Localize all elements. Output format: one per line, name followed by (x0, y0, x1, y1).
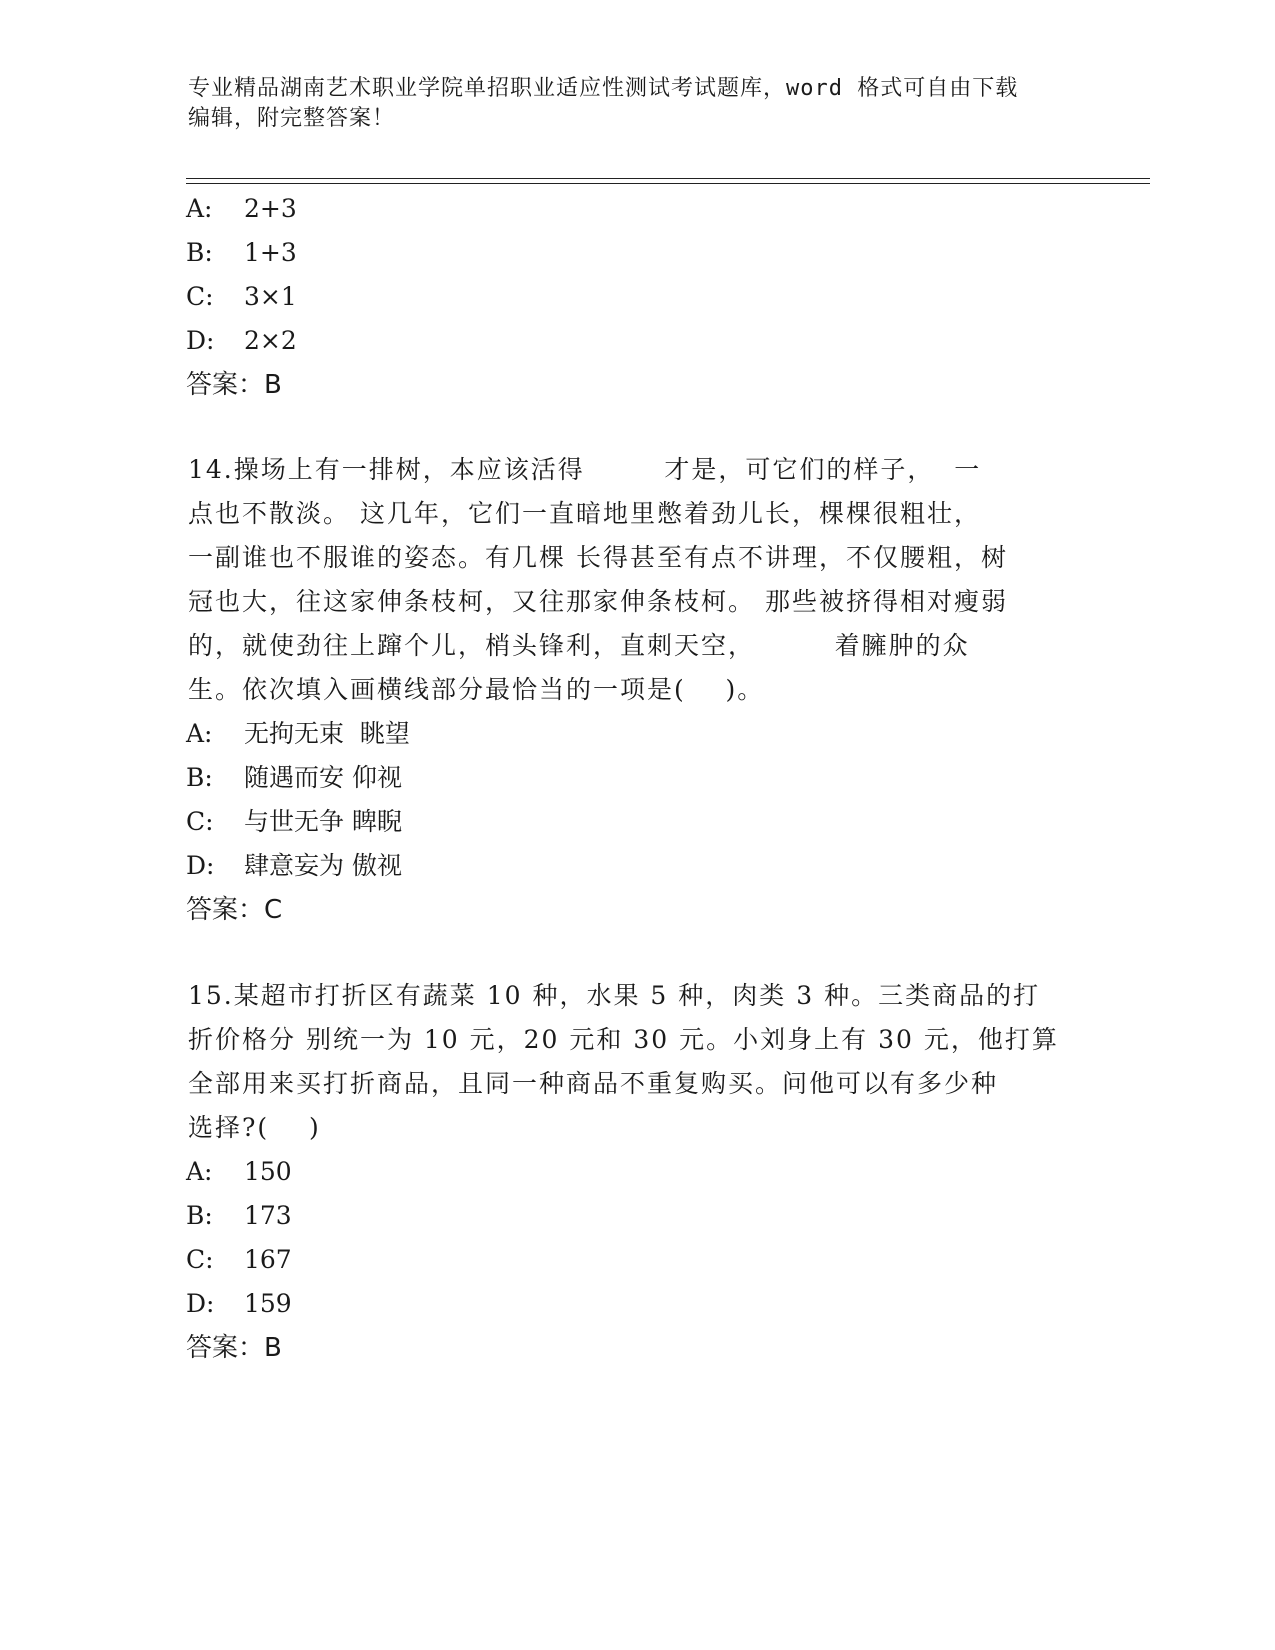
option-text: 肆意妄为 傲视 (244, 851, 402, 880)
q14-stem-line-1: 14.操场上有一排树，本应该活得 才是，可它们的样子， 一 (188, 455, 982, 484)
option-text: 2×2 (244, 326, 297, 355)
option-text: 150 (244, 1157, 292, 1186)
q14-stem-line-4: 冠也大，往这家伸条枝柯，又往那家伸条枝柯。 那些被挤得相对瘦弱 (188, 587, 1008, 616)
q15-stem-line-2: 折价格分 别统一为 10 元，20 元和 30 元。小刘身上有 30 元，他打算 (188, 1025, 1059, 1054)
q15-stem-line-3: 全部用来买打折商品，且同一种商品不重复购买。问他可以有多少种 (188, 1069, 999, 1098)
option-label: C: (186, 282, 214, 311)
option-text: 无拘无束 眺望 (244, 719, 410, 748)
option-text: 随遇而安 仰视 (244, 763, 402, 792)
q15-stem-line-4: 选择?( ) (188, 1113, 321, 1142)
header-divider-top (186, 178, 1150, 179)
q14-option-d (186, 851, 402, 881)
q14-answer: 答案：C (186, 895, 283, 925)
option-text: 159 (244, 1289, 292, 1318)
option-label: C: (186, 1245, 214, 1274)
header-divider-bottom (186, 183, 1150, 184)
q14-option-c (186, 807, 402, 837)
q13-option-d (186, 326, 297, 356)
q15-option-c (186, 1245, 292, 1275)
q14-option-a (186, 719, 410, 749)
option-label: A: (186, 719, 213, 748)
q13-answer: 答案：B (186, 370, 282, 400)
option-label: C: (186, 807, 214, 836)
q15-option-d (186, 1289, 292, 1319)
option-text: 173 (244, 1201, 292, 1230)
option-label: B: (186, 763, 213, 792)
q14-stem-line-6: 生。依次填入画横线部分最恰当的一项是( )。 (188, 675, 765, 704)
q15-answer: 答案：B (186, 1333, 282, 1363)
header-line-2: 编辑，附完整答案！ (188, 106, 396, 131)
document-header (188, 74, 1068, 134)
q15-stem-line-1: 15.某超市打折区有蔬菜 10 种，水果 5 种，肉类 3 种。三类商品的打 (188, 981, 1041, 1010)
q15-option-b (186, 1201, 292, 1231)
option-text: 167 (244, 1245, 292, 1274)
option-label: A: (186, 194, 213, 223)
option-label: B: (186, 1201, 213, 1230)
header-line-1: 专业精品湖南艺术职业学院单招职业适应性测试考试题库，word 格式可自由下载 (188, 76, 1019, 101)
q14-stem-line-5: 的，就使劲往上蹿个儿，梢头锋利，直刺天空， 着臃肿的众 (188, 631, 970, 660)
option-text: 2+3 (244, 194, 297, 223)
option-text: 1+3 (244, 238, 297, 267)
option-text: 与世无争 睥睨 (244, 807, 402, 836)
option-label: D: (186, 851, 215, 880)
q13-option-c (186, 282, 297, 312)
option-label: D: (186, 1289, 215, 1318)
q13-option-b (186, 238, 297, 268)
option-text: 3×1 (244, 282, 297, 311)
option-label: B: (186, 238, 213, 267)
option-label: D: (186, 326, 215, 355)
q14-stem-line-3: 一副谁也不服谁的姿态。有几棵 长得甚至有点不讲理，不仅腰粗，树 (188, 543, 1008, 572)
option-label: A: (186, 1157, 213, 1186)
q14-stem-line-2: 点也不散淡。 这几年，它们一直暗地里憋着劲儿长，棵棵很粗壮， (188, 499, 981, 528)
q13-option-a (186, 194, 297, 224)
q15-option-a (186, 1157, 292, 1187)
q14-option-b (186, 763, 402, 793)
